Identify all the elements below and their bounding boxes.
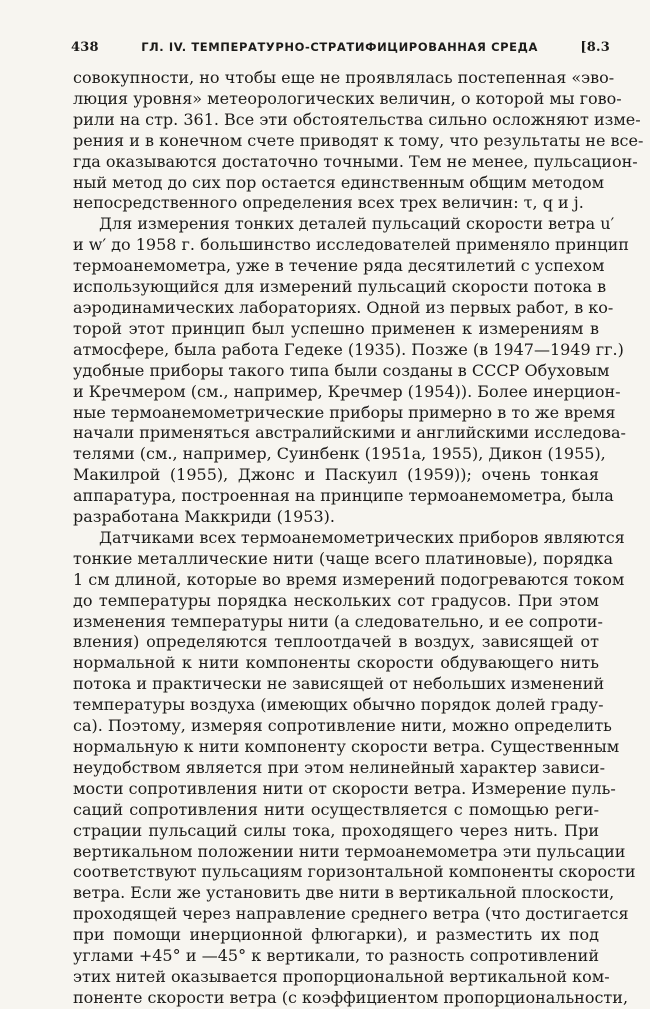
text-line: люция уровня» метеорологических величин, о которой мы гово- bbox=[73, 88, 622, 108]
text-line: и w′ до 1958 г. большинство исследователей применяло принцип bbox=[73, 235, 629, 255]
text-line: тонкие металлические нити (чаще всего платиновые), порядка bbox=[73, 548, 613, 568]
text-line: Для измерения тонких деталей пульсаций скорости ветра u′ bbox=[99, 214, 615, 234]
text-line: этих нитей оказывается пропорциональной вертикальной ком- bbox=[73, 966, 610, 986]
text-line: поненте скорости ветра (с коэффициентом пропорциональности, bbox=[73, 987, 629, 1007]
text-line: 1 см длиной, которые во время измерений подогреваются током bbox=[73, 569, 625, 589]
text-line: непосредственного определения всех трех величин: τ, q и j. bbox=[73, 193, 584, 213]
text-line: проходящей через направление среднего ветра (что достигается bbox=[73, 904, 629, 924]
page-number: 438 bbox=[71, 40, 99, 55]
text-line: телями (см., например, Суинбенк (1951а, 1955), Дикон (1955), bbox=[73, 444, 606, 464]
paragraph bbox=[73, 527, 636, 1009]
text-line: соответствуют пульсациям горизонтальной компоненты скорости bbox=[73, 862, 636, 882]
text-line: ный метод до сих пор остается единственным общим методом bbox=[73, 172, 605, 192]
text-line: использующийся для измерений пульсаций скорости потока в bbox=[73, 277, 607, 297]
paragraph bbox=[73, 214, 629, 528]
text-line: до температуры порядка нескольких сот градусов. При этом bbox=[73, 590, 599, 610]
text-line: Макилрой (1955), Джонс и Паскуил (1959)); очень тонкая bbox=[73, 465, 599, 485]
text-line: и Кречмером (см., например, Кречмер (1954)). Более инерцион- bbox=[73, 381, 621, 401]
text-line: термоанемометра, уже в течение ряда десятилетий с успехом bbox=[73, 256, 605, 276]
section-reference: [8.3 bbox=[580, 40, 610, 55]
text-line: аппаратура, построенная на принципе термоанемометра, была bbox=[73, 486, 614, 506]
text-line: страции пульсаций силы тока, проходящего через нить. При bbox=[73, 820, 599, 840]
running-head bbox=[71, 40, 610, 60]
text-line: при помощи инерционной флюгарки), и разместить их под bbox=[73, 925, 599, 945]
text-line: атмосфере, была работа Гедеке (1935). Позже (в 1947—1949 гг.) bbox=[73, 339, 624, 359]
body-text bbox=[73, 68, 644, 1009]
text-line: неудобством является при этом нелинейный характер зависи- bbox=[73, 757, 605, 777]
text-line: вления) определяются теплоотдачей в воздух, зависящей от bbox=[73, 632, 599, 652]
text-line: нормальную к нити компоненту скорости ветра. Существенным bbox=[73, 737, 620, 756]
text-line: начали применяться австралийскими и английскими исследова- bbox=[73, 423, 626, 443]
text-line: мости сопротивления нити от скорости ветра. Измерение пуль- bbox=[73, 778, 616, 798]
text-line: температуры воздуха (имеющих обычно порядок долей граду- bbox=[73, 695, 604, 715]
text-line: гда оказываются достаточно точными. Тем не менее, пульсацион- bbox=[73, 151, 638, 171]
text-line: изменения температуры нити (а следовательно, и ее сопроти- bbox=[73, 611, 603, 631]
text-line: углами +45° и —45° к вертикали, то разность сопротивлений bbox=[73, 946, 599, 966]
text-line: ные термоанемометрические приборы примерно в то же время bbox=[73, 402, 616, 422]
paragraph bbox=[73, 68, 644, 214]
text-line: торой этот принцип был успешно применен к измерениям в bbox=[73, 318, 599, 338]
text-line: саций сопротивления нити осуществляется с помощью реги- bbox=[73, 799, 599, 819]
text-line: удобные приборы такого типа были созданы в СССР Обуховым bbox=[73, 360, 610, 380]
text-line: рили на стр. 361. Все эти обстоятельства сильно осложняют изме- bbox=[73, 109, 641, 129]
text-line: ветра. Если же установить две нити в вертикальной плоскости, bbox=[73, 883, 615, 903]
text-line: разработана Маккриди (1953). bbox=[73, 507, 335, 527]
chapter-title: ГЛ. IV. ТЕМПЕРАТУРНО-СТРАТИФИЦИРОВАННАЯ СРЕДА bbox=[141, 40, 538, 54]
text-line: потока и практически не зависящей от небольших изменений bbox=[73, 674, 605, 694]
text-line: аэродинамических лабораториях. Одной из первых работ, в ко- bbox=[73, 297, 614, 317]
text-line: са). Поэтому, измеряя сопротивление нити, можно определить bbox=[73, 716, 612, 736]
text-line: вертикальном положении нити термоанемометра эти пульсации bbox=[73, 841, 626, 861]
text-line: совокупности, но чтобы еще не проявлялась постепенная «эво- bbox=[73, 68, 615, 87]
text-line: рения и в конечном счете приводят к тому, что результаты не все- bbox=[73, 130, 644, 150]
text-line: нормальной к нити компоненты скорости обдувающего нить bbox=[73, 653, 599, 673]
text-line: Датчиками всех термоанемометрических приборов являются bbox=[99, 527, 625, 547]
